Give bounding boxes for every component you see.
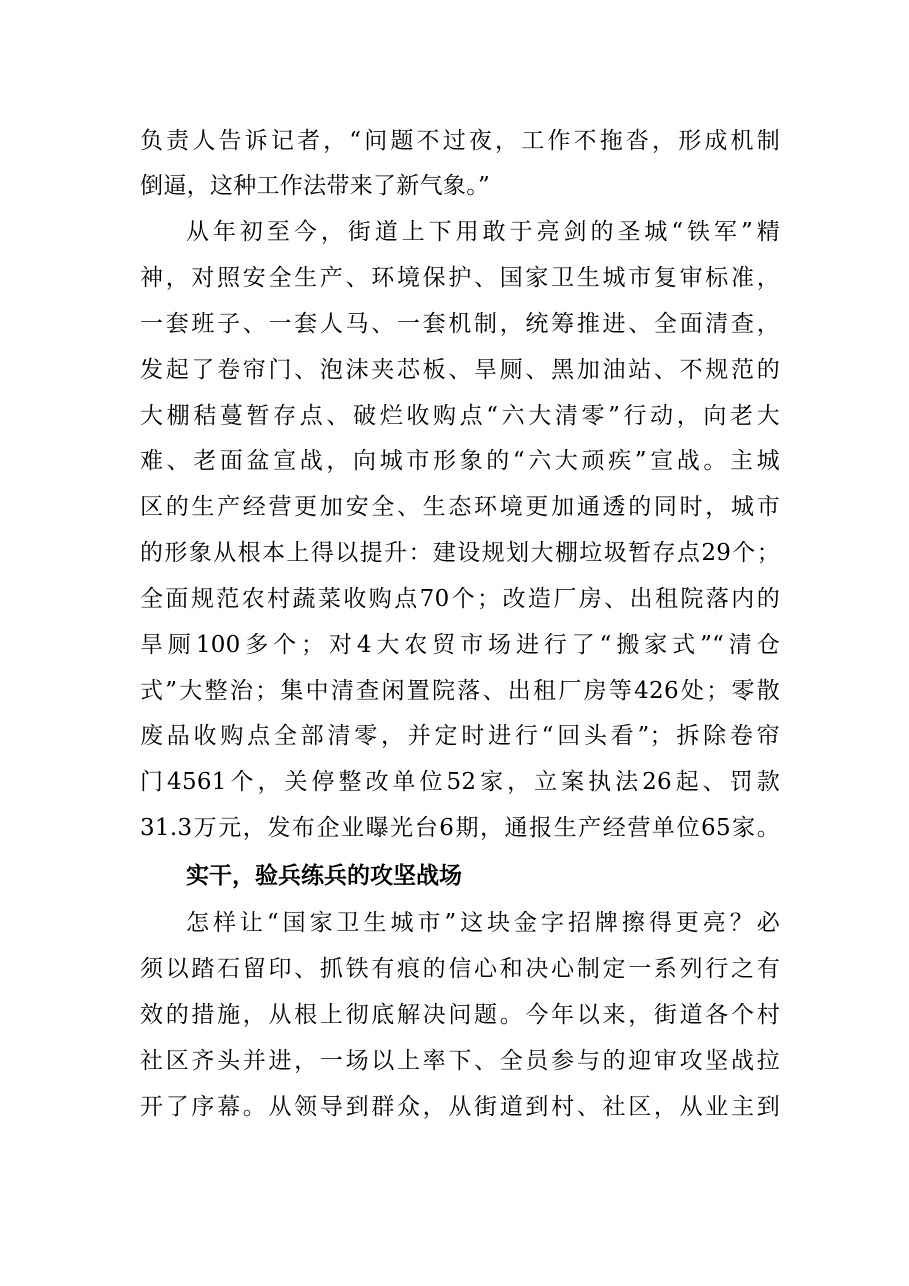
paragraph-line: 门4561个，关停整改单位52家，立案执法26起、罚款 bbox=[140, 769, 780, 795]
paragraph-line: 一套班子、一套人马、一套机制，统筹推进、全面清查， bbox=[140, 311, 780, 337]
paragraph-line: 神，对照安全生产、环境保护、国家卫生城市复审标准， bbox=[140, 265, 780, 291]
paragraph-line: 区的生产经营更加安全、生态环境更加通透的同时，城市 bbox=[140, 494, 780, 520]
paragraph-line: 废品收购点全部清零，并定时进行“回头看”；拆除卷帘 bbox=[140, 723, 780, 749]
paragraph-line: 的形象从根本上得以提升：建设规划大棚垃圾暂存点29个； bbox=[140, 540, 780, 566]
paragraph-line: 式”大整治；集中清查闲置院落、出租厂房等426处；零散 bbox=[140, 678, 780, 704]
paragraph-line: 效的措施，从根上彻底解决问题。今年以来，街道各个村 bbox=[140, 1002, 780, 1028]
paragraph-line: 难、老面盆宣战，向城市形象的“六大顽疾”宣战。主城 bbox=[140, 448, 780, 474]
paragraph-line: 开了序幕。从领导到群众，从街道到村、社区，从业主到 bbox=[140, 1094, 780, 1120]
paragraph-line: 31.3万元，发布企业曝光台6期，通报生产经营单位65家。 bbox=[140, 815, 780, 841]
paragraph-line: 大棚秸蔓暂存点、破烂收购点“六大清零”行动，向老大 bbox=[140, 403, 780, 429]
paragraph-line: 负责人告诉记者，“问题不过夜，工作不拖沓，形成机制 bbox=[140, 128, 780, 154]
paragraph-line: 发起了卷帘门、泡沫夹芯板、旱厕、黑加油站、不规范的 bbox=[140, 357, 780, 383]
paragraph-line: 怎样让“国家卫生城市”这块金字招牌擦得更亮？必 bbox=[186, 910, 780, 936]
section-heading: 实干，验兵练兵的攻坚战场 bbox=[186, 863, 462, 889]
paragraph-line: 全面规范农村蔬菜收购点70个；改造厂房、出租院落内的 bbox=[140, 586, 780, 612]
paragraph-line: 从年初至今，街道上下用敢于亮剑的圣城“铁军”精 bbox=[186, 219, 780, 245]
paragraph-line: 社区齐头并进，一场以上率下、全员参与的迎审攻坚战拉 bbox=[140, 1048, 780, 1074]
paragraph-line: 须以踏石留印、抓铁有痕的信心和决心制定一系列行之有 bbox=[140, 956, 780, 982]
paragraph-line: 旱厕100多个；对4大农贸市场进行了“搬家式”“清仓 bbox=[140, 632, 780, 658]
paragraph-line: 倒逼，这种工作法带来了新气象。” bbox=[140, 173, 491, 199]
